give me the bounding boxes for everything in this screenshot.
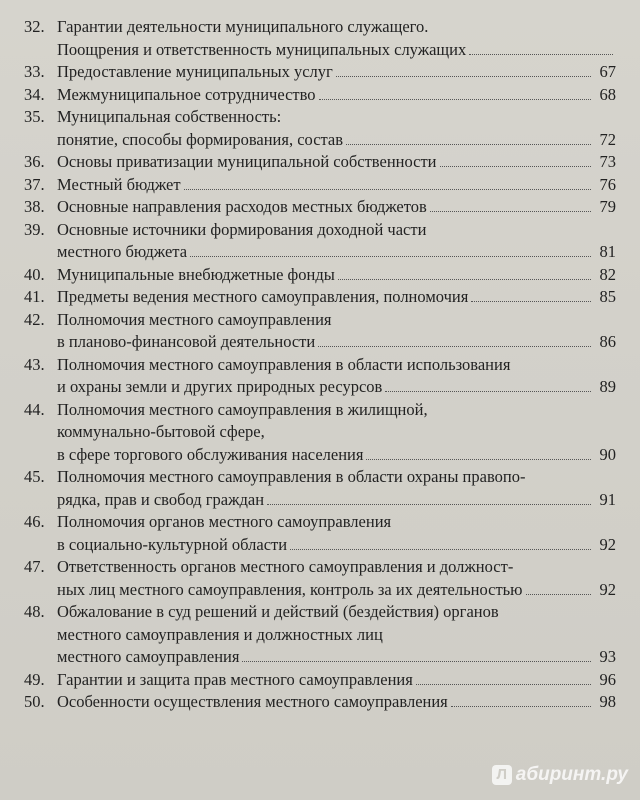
toc-entry-line: Обжалование в суд решений и действий (бездействия) органов [57,602,499,621]
toc-entry-number: 39. [24,219,45,239]
toc-entry [24,354,616,399]
toc-entry-title [57,16,616,61]
dot-leader [440,166,591,167]
toc-entry-page: 92 [599,579,616,599]
toc-entry-title [57,669,616,692]
toc-entry-line: Гарантии и защита прав местного самоуправления [57,669,413,689]
toc-entry [24,264,616,287]
toc-entry [24,219,616,264]
toc-entry-page: 68 [599,84,616,104]
dot-leader [385,391,591,392]
toc-entry-title [57,196,616,219]
dot-leader [318,346,591,347]
toc-entry-number: 48. [24,602,45,621]
toc-entry-line: местного самоуправления и должностных лиц [57,624,383,644]
toc-entry-line: в планово-финансовой деятельности [57,332,316,351]
dot-leader [430,211,591,212]
toc-entry-number: 33. [24,62,45,81]
toc-entry-last-line [57,196,616,219]
toc-entry-line: ных лиц местного самоуправления, контроль за их деятельностью [57,579,523,599]
dot-leader [469,54,613,55]
table-of-contents [24,16,616,714]
toc-entry-title [57,286,616,309]
toc-entry-number: 37. [24,174,45,194]
dot-leader [471,301,591,302]
dot-leader [416,684,591,685]
dot-leader [290,549,591,550]
toc-entry-number: 43. [24,354,45,374]
toc-entry-title [57,466,616,511]
toc-entry-title [57,556,616,601]
toc-entry-line: понятие, способы формирования, состав [57,129,344,149]
toc-entry-title [57,174,616,197]
toc-entry-title [57,691,616,714]
toc-entry-line: Муниципальные внебюджетные фонды [57,264,335,284]
toc-entry-title [57,61,616,84]
toc-entry [24,151,616,174]
dot-leader [184,189,591,190]
toc-entry-line: в сфере торгового обслуживания населения [57,444,364,464]
toc-entry-line: Предметы ведения местного самоуправления, полномочия [57,287,469,306]
toc-entry-last-line [57,376,616,399]
toc-entry-page: 89 [599,377,616,396]
toc-entry-page: 85 [599,287,616,306]
labirint-logo-icon: Л [492,765,512,785]
watermark [492,764,628,786]
toc-entry-line: Предоставление муниципальных услуг [57,62,333,81]
toc-entry-page: 91 [599,489,616,509]
toc-entry-line: Полномочия местного самоуправления в области использования [57,354,511,374]
toc-entry [24,556,616,601]
toc-entry [24,84,616,107]
toc-entry-last-line [57,174,616,197]
toc-entry-last-line [57,241,616,264]
toc-entry [24,466,616,511]
toc-entry-page: 73 [599,152,616,171]
toc-entry-number: 47. [24,557,45,576]
toc-entry [24,16,616,61]
toc-entry [24,309,616,354]
dot-leader [346,144,591,145]
toc-entry-number: 40. [24,264,45,284]
toc-entry-last-line [57,646,616,669]
toc-entry-line: Полномочия местного самоуправления [57,309,332,329]
toc-entry-page: 92 [599,534,616,554]
toc-entry-last-line [57,129,616,152]
toc-entry-line: Поощрения и ответственность муниципальных служащих [57,39,467,59]
watermark-text: абиринт.ру [515,764,628,785]
toc-entry-line: Гарантии деятельности муниципального служащего. [57,17,429,36]
toc-entry [24,399,616,467]
toc-entry-number: 34. [24,84,45,104]
toc-entry-last-line [57,489,616,512]
toc-entry-number: 46. [24,512,45,531]
toc-entry-number: 41. [24,287,45,306]
toc-entry-last-line [57,286,616,309]
dot-leader [190,256,591,257]
toc-entry-page: 81 [599,242,616,261]
toc-entry-last-line [57,444,616,467]
toc-entry-line: Муниципальная собственность: [57,107,282,126]
toc-entry [24,691,616,714]
dot-leader [336,76,591,77]
toc-entry [24,669,616,692]
toc-entry-last-line [57,579,616,602]
dot-leader [366,459,591,460]
toc-entry-line: Особенности осуществления местного самоуправления [57,692,448,711]
toc-entry-page: 98 [599,692,616,711]
toc-entry-line: Местный бюджет [57,174,181,194]
toc-entry-last-line [57,84,616,107]
toc-entry-last-line [57,669,616,692]
toc-entry-page: 96 [599,669,616,689]
toc-entry-line: Основные источники формирования доходной части [57,219,427,239]
toc-entry-page: 72 [599,129,616,149]
toc-entry-last-line [57,331,616,354]
toc-entry-number: 50. [24,692,45,711]
toc-entry-line: рядка, прав и свобод граждан [57,489,265,509]
toc-entry-last-line [57,39,616,62]
toc-entry-page: 90 [599,444,616,464]
toc-entry-number: 38. [24,197,45,216]
toc-entry-page: 93 [599,647,616,666]
toc-entry-line: Основы приватизации муниципальной собственности [57,152,437,171]
toc-entry-number: 42. [24,309,45,329]
toc-entry-page: 82 [599,264,616,284]
toc-entry-line: Межмуниципальное сотрудничество [57,84,316,104]
toc-entry-title [57,309,616,354]
dot-leader [526,594,591,595]
toc-entry [24,174,616,197]
toc-entry-last-line [57,534,616,557]
toc-entry-title [57,354,616,399]
toc-entry-last-line [57,691,616,714]
toc-entry-line: Полномочия местного самоуправления в жилищной, [57,399,428,419]
toc-entry-line: Полномочия местного самоуправления в области охраны правопо- [57,467,526,486]
toc-entry-line: коммунально-бытовой сфере, [57,422,265,441]
toc-entry-number: 45. [24,467,45,486]
dot-leader [242,661,591,662]
toc-entry-number: 36. [24,152,45,171]
toc-entry-title [57,84,616,107]
toc-entry-page: 79 [599,197,616,216]
toc-entry-page: 86 [599,332,616,351]
toc-entry-title [57,264,616,287]
toc-entry-line: в социально-культурной области [57,534,288,554]
toc-entry-line: Ответственность органов местного самоуправления и должност- [57,557,514,576]
toc-entry-title [57,399,616,467]
toc-entry-line: Основные направления расходов местных бюджетов [57,197,427,216]
toc-entry-line: местного бюджета [57,242,188,261]
dot-leader [451,706,591,707]
toc-entry [24,511,616,556]
toc-entry [24,601,616,669]
toc-entry-line: и охраны земли и других природных ресурсов [57,377,383,396]
toc-entry-line: местного самоуправления [57,647,240,666]
toc-entry [24,61,616,84]
toc-entry-title [57,151,616,174]
toc-entry-last-line [57,264,616,287]
toc-entry-last-line [57,151,616,174]
toc-entry [24,286,616,309]
toc-entry-page: 76 [599,174,616,194]
dot-leader [267,504,591,505]
toc-entry-title [57,601,616,669]
toc-entry-number: 32. [24,17,45,36]
toc-entry-number: 44. [24,399,45,419]
dot-leader [319,99,591,100]
toc-entry-page: 67 [599,62,616,81]
toc-entry-title [57,511,616,556]
toc-entry [24,106,616,151]
toc-entry-line: Полномочия органов местного самоуправления [57,512,392,531]
toc-entry [24,196,616,219]
toc-entry-number: 35. [24,107,45,126]
toc-entry-number: 49. [24,669,45,689]
toc-entry-last-line [57,61,616,84]
toc-entry-title [57,106,616,151]
toc-entry-title [57,219,616,264]
dot-leader [338,279,591,280]
